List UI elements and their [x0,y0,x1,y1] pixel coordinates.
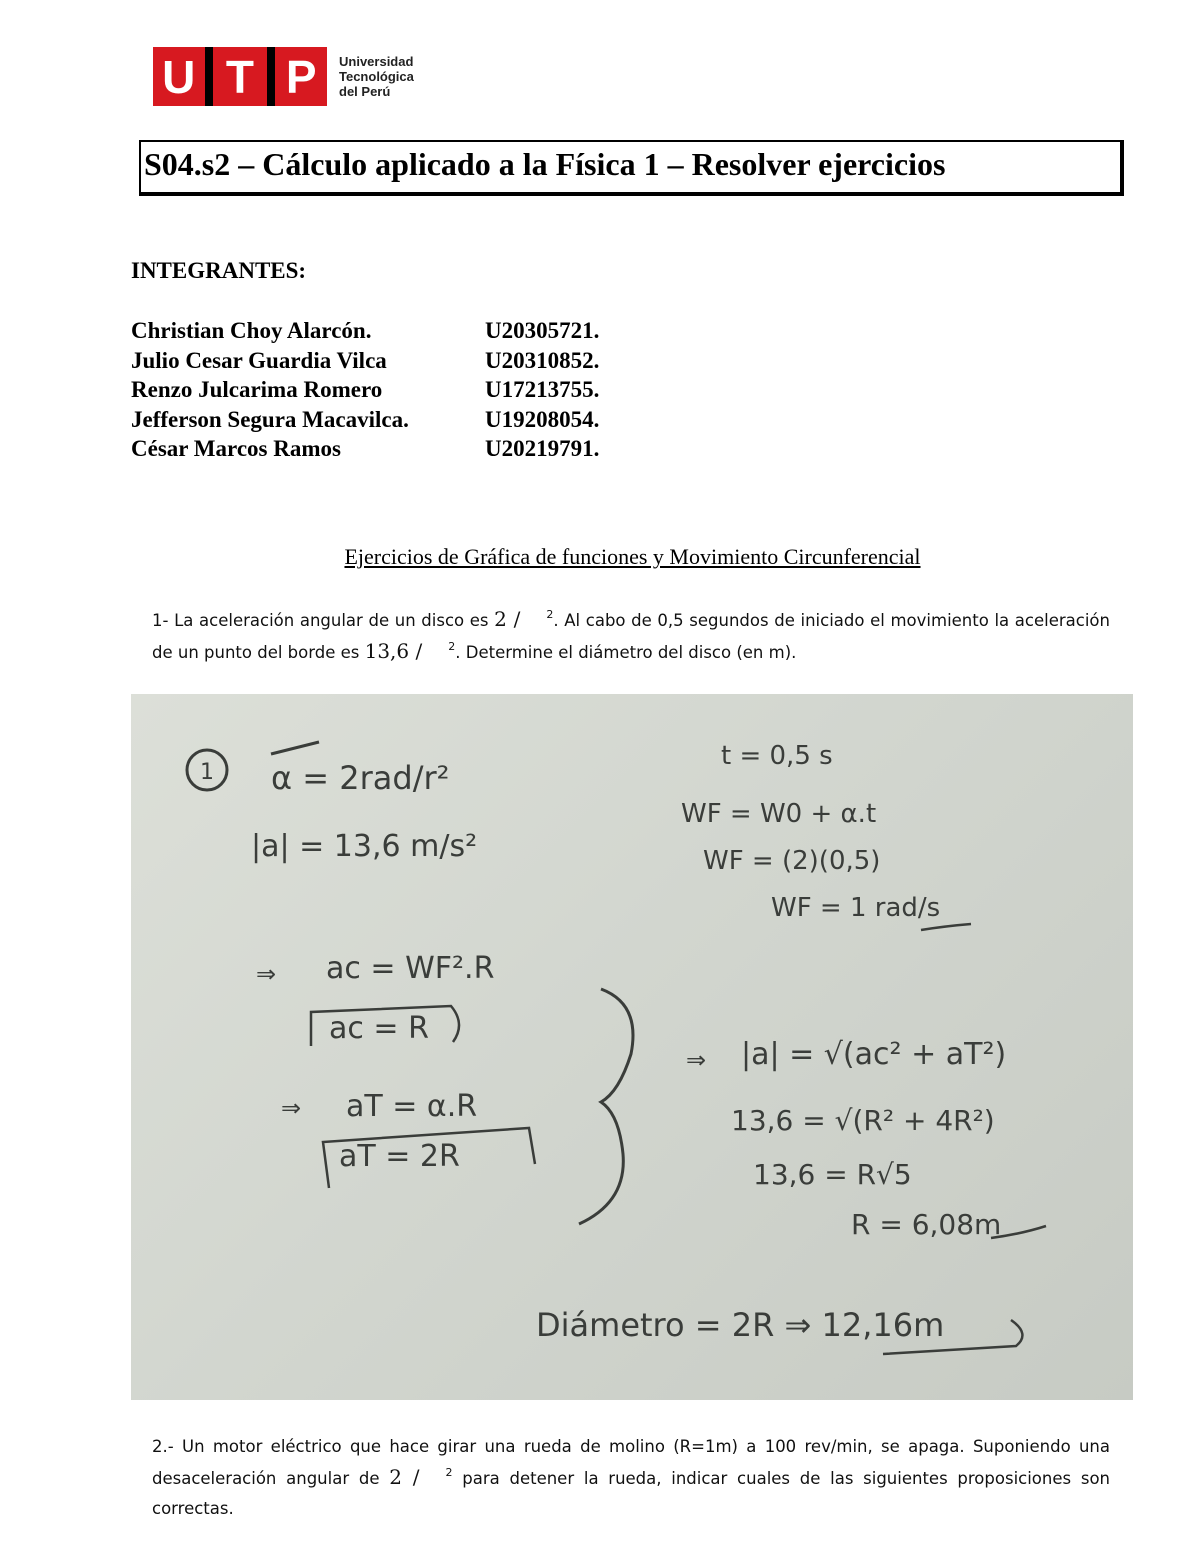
member-name: César Marcos Ramos [131,436,341,461]
hw-circle-number: 1 [200,760,214,785]
utp-logo [153,47,414,106]
hw-wf2: WF = (2)(0,5) [703,846,881,876]
member-name: Julio Cesar Guardia Vilca [131,347,387,373]
member-row [131,405,599,435]
logo-letter-p: P [285,50,317,103]
arrow-mark: ⇒ [256,960,277,988]
logo-letter-u: U [162,50,196,103]
logo-separator [205,47,213,106]
member-row [131,316,599,346]
superscript: 2 [445,1466,453,1479]
member-row [131,434,599,464]
math-expression: 13,6 / [364,639,423,663]
problem-2-text [152,1432,1110,1524]
superscript: 2 [546,608,554,621]
hw-at2: aT = 2R [339,1139,460,1174]
logo-line: Universidad [339,54,414,69]
logo-mark [153,47,327,106]
members-heading: INTEGRANTES: [131,258,307,283]
members-list [131,316,599,464]
hw-diameter: Diámetro = 2R ⇒ 12,16m [536,1306,945,1344]
page-title: S04.s2 – Cálculo aplicado a la Física 1 – Resolver ejercicios [144,146,946,182]
member-id: U20219791. [485,436,600,461]
hw-result: R = 6,08m [851,1208,1002,1241]
member-id: U20310852. [485,347,600,373]
section-heading: Ejercicios de Gráfica de funciones y Movimiento Circunferencial [344,544,921,569]
hw-accel: |a| = 13,6 m/s² [251,829,478,864]
superscript: 2 [448,640,456,653]
problem-1-text [152,604,1110,668]
member-name: Christian Choy Alarcón. [131,318,372,343]
hw-magnitude: |a| = √(ac² + aT²) [741,1037,1007,1072]
problem-text: 1- La aceleración angular de un disco es [152,611,495,630]
member-name: Jefferson Segura Macavilca. [131,406,409,432]
math-expression: 2 / [389,1465,420,1489]
logo-line: del Perú [339,84,391,99]
member-name: Renzo Julcarima Romero [131,377,383,402]
underline-mark [921,924,971,930]
hw-wf1: WF = W0 + α.t [681,799,877,829]
member-id: U17213755. [485,377,600,402]
problem-text: para detener la rueda, indicar cuales de las siguientes proposiciones son correctas. [152,1469,1110,1518]
hw-ac1: ac = WF².R [326,951,495,986]
handwriting-canvas [131,694,1133,1400]
member-id: U20305721. [485,318,600,343]
hw-eq1: 13,6 = √(R² + 4R²) [731,1104,995,1137]
math-expression: 2 / [494,607,521,631]
problem-text: . Al cabo de 0,5 segundos de iniciado el movimiento la aceleración de un punto del borde es [152,611,1110,662]
member-id: U19208054. [485,406,600,432]
arrow-mark: ⇒ [686,1046,707,1074]
logo-text [339,54,414,99]
arrow-mark: ⇒ [281,1094,302,1122]
problem-text: 2.- Un motor eléctrico que hace girar una rueda de molino (R=1m) a 100 rev/min, se apaga. Suponiendo una desaceleración angular de [152,1437,1110,1488]
title-box [139,140,1124,196]
hw-wf3: WF = 1 rad/s [771,893,941,923]
problem-text: . Determine el diámetro del disco (en m). [455,643,797,662]
hw-alpha: α = 2rad/r² [271,759,450,797]
hw-at1: aT = α.R [346,1089,478,1124]
handwritten-solution-photo [131,694,1133,1400]
vector-arrow [271,742,319,754]
logo-letter-t: T [225,50,255,103]
hw-eq2: 13,6 = R√5 [753,1158,912,1191]
hw-ac2: ac = R [329,1011,429,1046]
logo-line: Tecnológica [339,69,414,84]
member-row [131,375,599,405]
brace-mark [579,989,633,1224]
logo-separator [267,47,275,106]
member-row [131,346,599,376]
hw-time: t = 0,5 s [721,741,833,771]
